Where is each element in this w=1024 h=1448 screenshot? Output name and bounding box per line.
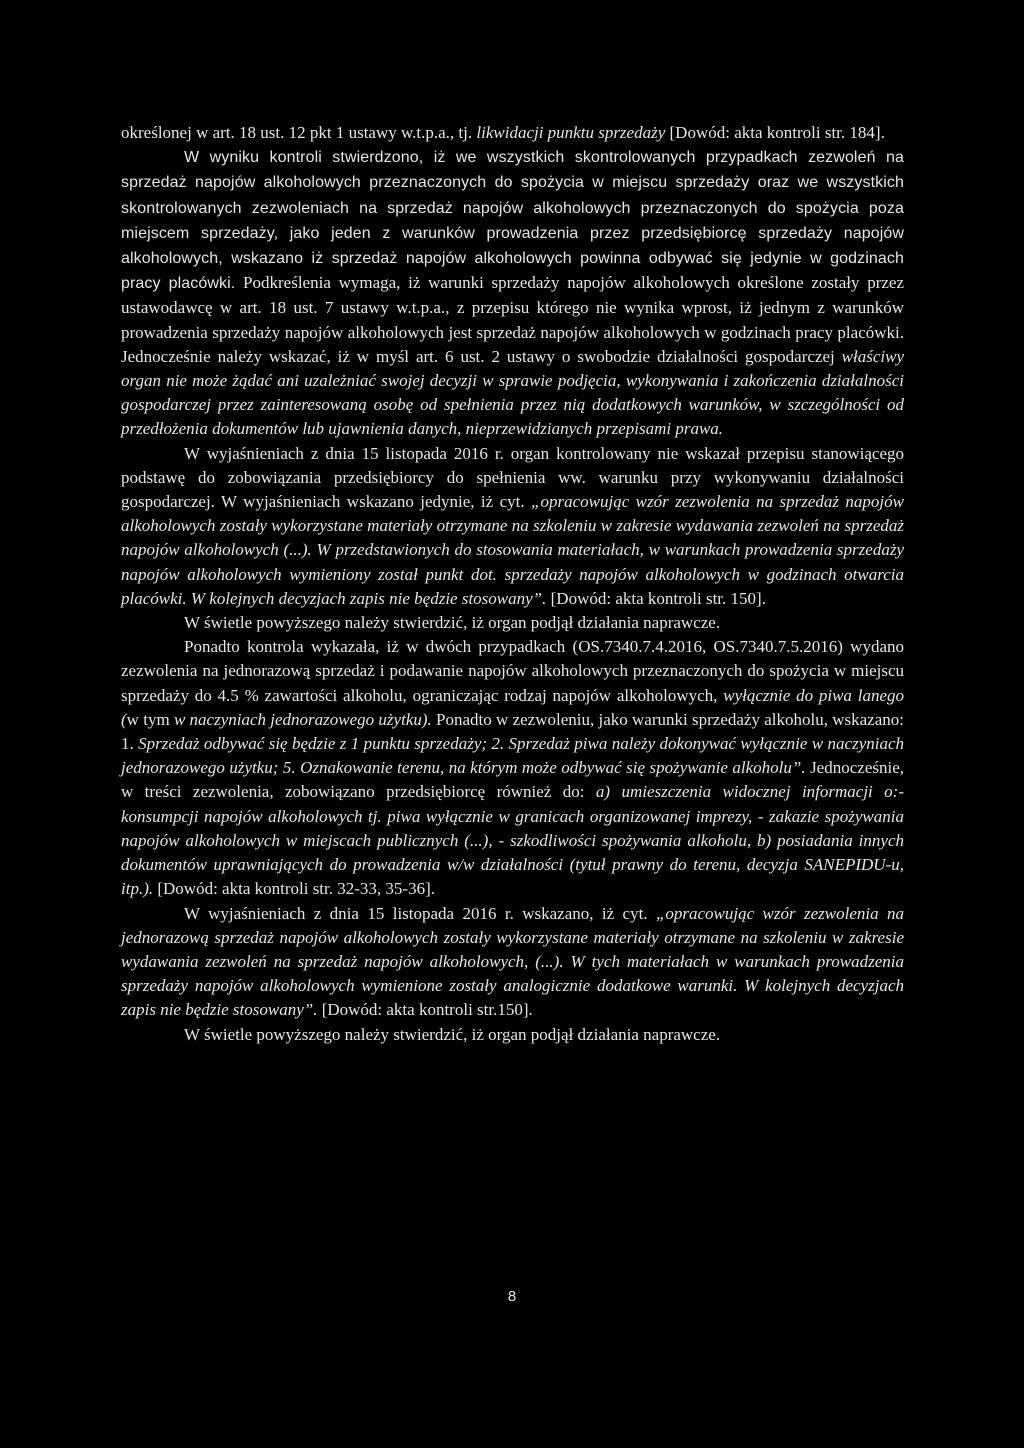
text-run: [Dowód: akta kontroli str.150].: [317, 1000, 533, 1020]
text-run: Jednocześnie, w treści zezwolenia, zobowiązano przedsiębiorcę również do:: [121, 758, 905, 802]
paragraph-continuation: [121, 121, 904, 145]
text-run: W wyjaśnieniach z dnia 15 listopada 2016 r. organ kontrolowany nie wskazał przepisu stanowiącego podstawę do zobowiązania przedsiębiorcy do spełnienia ww. warunku przy wykonywaniu działalności gospodarczej. W wyjaśnieniach wskazano jedynie, iż cyt.: [121, 443, 904, 512]
paragraph-explanations-2: [121, 902, 904, 1023]
paragraph-explanations: [121, 442, 904, 611]
document-body: [121, 121, 904, 1047]
text-run: w tym: [126, 709, 174, 729]
text-run: Ponadto kontrola wykazała, iż w dwóch przypadkach (OS.7340.7.4.2016, OS.7340.7.5.2016) wydano zezwolenia na jednorazową sprzedaż i podawanie napojów alkoholowych przeznaczonych do spożycia w miejscu sprzedaży do 4.5 % zawartości alkoholu, ograniczając rodzaj napojów alkoholowych,: [121, 637, 904, 705]
text-run: Ponadto w zezwoleniu, jako warunki sprzedaży alkoholu, wskazano: 1.: [121, 709, 904, 754]
text-run: [Dowód: akta kontroli str. 32-33, 35-36].: [153, 879, 435, 899]
text-run-italic: wyłącznie do piwa lanego (: [121, 685, 904, 729]
paragraph-additional-findings: [121, 635, 904, 901]
obligations-italic: a) umieszczenia widocznej informacji o:- konsumpcji napojów alkoholowych tj. piwa wyłącznie w granicach organizowanej imprezy, - zakazie spożywania napojów alkoholowych w miejscach publicznych (...), - szkodliwości spożywania alkoholu, b) posiadania innych dokumentów uprawniających do prowadzenia w/w działalności (tytuł prawny do terenu, decyzja SANEPIDU-u, itp.).: [121, 782, 904, 899]
text-run: Podkreślenia wymaga, iż warunki sprzedaży napojów alkoholowych określone zostały przez ustawodawcę w art. 18 ust. 7 ustawy w.t.p.a., z przepisu którego nie wynika wprost, iż jednym z warunków prowadzenia sprzedaży napojów alkoholowych jest sprzedaż napojów alkoholowych w godzinach pracy placówki. Jednocześnie należy wskazać, iż w myśl art. 6 ust. 2 ustawy o swobodzie działalności gospodarczej: [121, 273, 904, 366]
page-number: 8: [507, 1288, 517, 1305]
text-run: określonej w art. 18 ust. 12 pkt 1 ustawy w.t.p.a., tj.: [121, 123, 477, 142]
text-run: [Dowód: akta kontroli str. 184].: [665, 123, 885, 142]
text-run: W wyjaśnieniach z dnia 15 listopada 2016 r. wskazano, iż cyt.: [184, 903, 656, 923]
paragraph-conclusion-1: W świetle powyższego należy stwierdzić, iż organ podjął działania naprawcze.: [184, 613, 721, 633]
paragraph-conclusion-2: W świetle powyższego należy stwierdzić, iż organ podjął działania naprawcze.: [184, 1024, 721, 1044]
text-run-italic: właściwy organ nie może żądać ani uzależniać swojej decyzji w sprawie podjęcia, wykonywania i zakończenia działalności gospodarczej przez zainteresowaną osobę od spełnienia przez nią dodatkowych warunków, w szczególności od przedłożenia dokumentów lub ujawnienia danych, nieprzewidzianych przepisami prawa.: [121, 346, 904, 439]
text-run: W wyniku kontroli stwierdzono, iż we wszystkich skontrolowanych przypadkach zezwoleń na sprzedaż napojów alkoholowych przeznaczonych do spożycia w miejscu sprzedaży oraz we wszystkich skontrolowanych zezwoleniach na sprzedaż napojów alkoholowych przeznaczonych do spożycia poza miejscem sprzedaży, jako jeden z warunków prowadzenia przez przedsiębiorcę sprzedaży napojów alkoholowych, wskazano iż sprzedaż napojów alkoholowych powinna odbywać się jedynie w godzinach pracy placówki.: [121, 149, 904, 293]
text-run-italic: w naczyniach jednorazowego użytku).: [173, 709, 432, 729]
quote-italic: „opracowując wzór zezwolenia na jednorazową sprzedaż napojów alkoholowych zostały wykorzystane materiały otrzymane na szkoleniu w zakresie wydawania zezwoleń na sprzedaż napojów alkoholowych, (...). W tych materiałach w warunkach prowadzenia sprzedaży napojów alkoholowych wymienione zostały analogicznie dodatkowe warunki. W kolejnych decyzjach zapis nie będzie stosowany”.: [121, 903, 904, 1020]
quote-italic: „opracowując wzór zezwolenia na sprzedaż napojów alkoholowych zostały wykorzystane materiały otrzymane na szkoleniu w zakresie wydawania zezwoleń na sprzedaż napojów alkoholowych (...). W przedstawionych do stosowania materiałach, w warunkach prowadzenia sprzedaży napojów alkoholowych wymieniony został punkt dot. sprzedaży napojów alkoholowych w godzinach otwarcia placówki. W kolejnych decyzjach zapis nie będzie stosowany”.: [121, 492, 904, 608]
paragraph-findings: [121, 145, 904, 441]
conditions-italic: Sprzedaż odbywać się będzie z 1 punktu sprzedaży; 2. Sprzedaż piwa należy dokonywać wyłącznie w naczyniach jednorazowego użytku; 5. Oznakowanie terenu, na którym może odbywać się spożywanie alkoholu”.: [121, 734, 905, 778]
text-run-italic: likwidacji punktu sprzedaży: [476, 123, 666, 142]
text-run: [Dowód: akta kontroli str. 150].: [546, 588, 766, 608]
